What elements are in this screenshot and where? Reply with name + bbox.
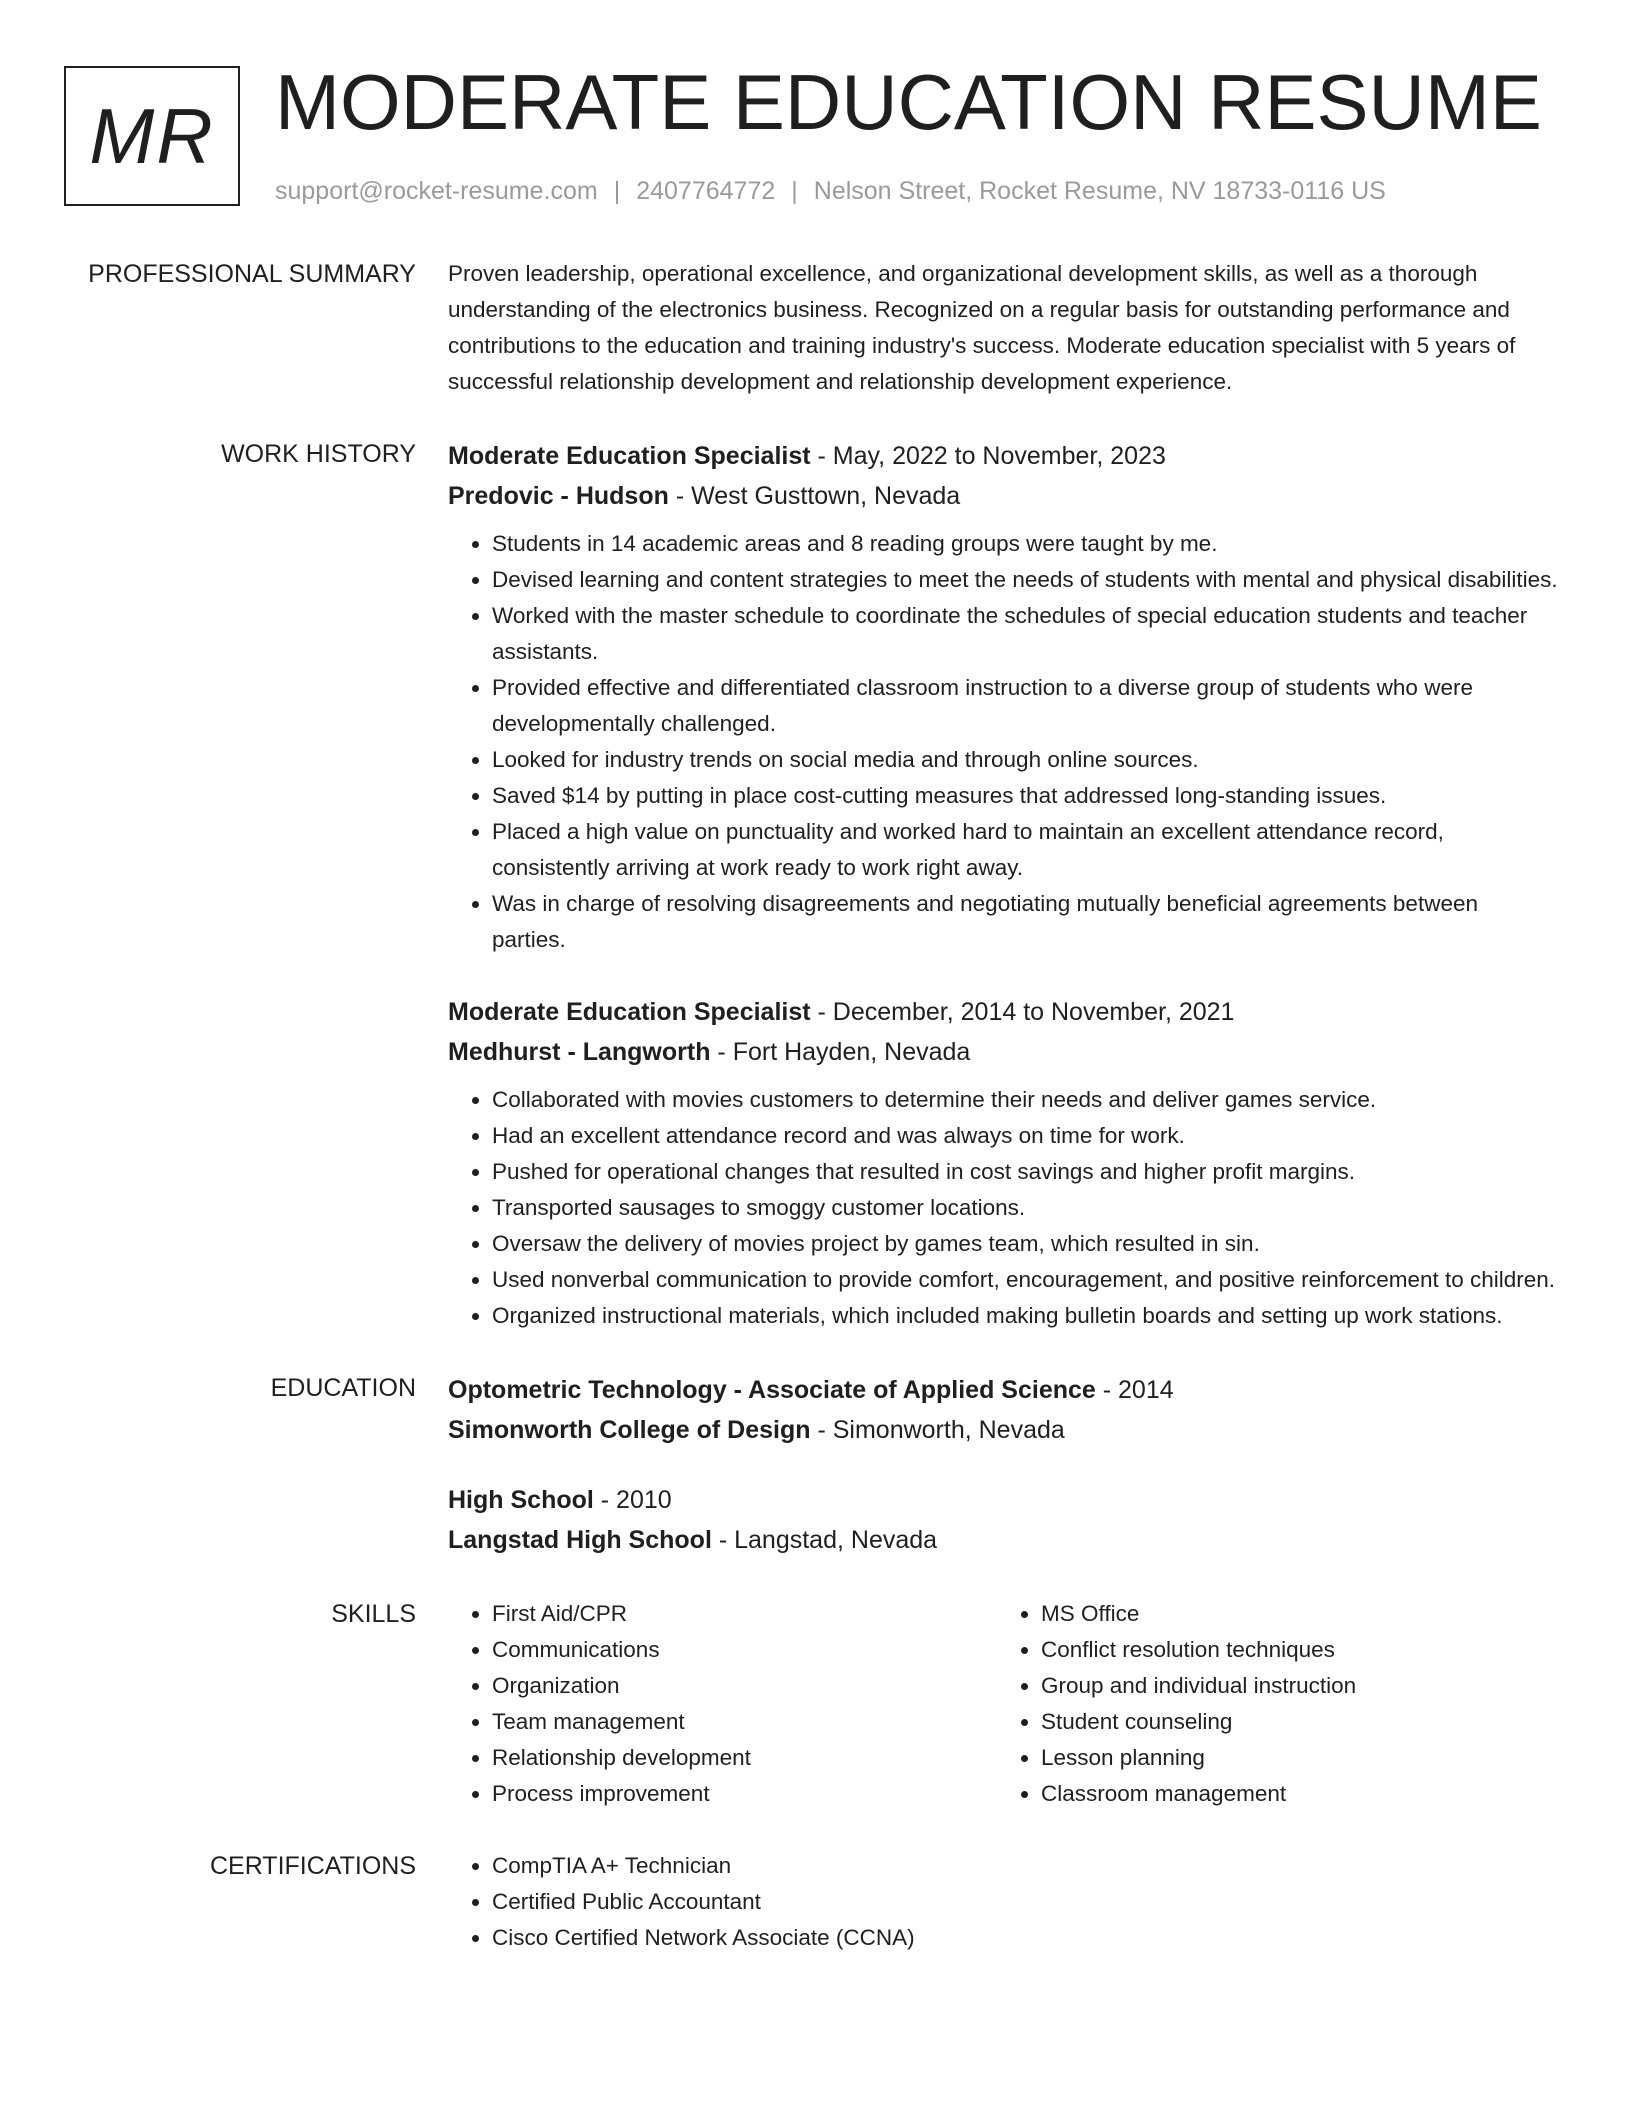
skill-item: • Process improvement: [492, 1776, 997, 1812]
skill-item: • Conflict resolution techniques: [1041, 1632, 1546, 1668]
degree-year: - 2014: [1095, 1376, 1174, 1404]
skills-columns: [448, 1596, 1558, 1812]
job-bullet: • Used nonverbal communication to provide comfort, encouragement, and positive reinforcement to children.: [492, 1262, 1558, 1298]
skill-item: • Lesson planning: [1041, 1740, 1546, 1776]
certifications-body: [448, 1848, 1558, 1956]
skill-item: • MS Office: [1041, 1596, 1546, 1632]
section-label-education: EDUCATION: [270, 1374, 416, 1402]
school-line: [448, 1410, 1558, 1450]
job-title: Moderate Education Specialist: [448, 442, 811, 470]
contact-separator: |: [613, 177, 621, 205]
skills-body: [448, 1596, 1558, 1812]
summary-body: [448, 256, 1558, 400]
job-company-line: [448, 1032, 1558, 1072]
job-bullet: • Organized instructional materials, which included making bulletin boards and setting up work stations.: [492, 1298, 1558, 1334]
education-entry: [448, 1370, 1558, 1450]
job-bullet: • Looked for industry trends on social media and through online sources.: [492, 742, 1558, 778]
job-company: Predovic - Hudson: [448, 482, 669, 510]
job-bullet-list: [448, 526, 1558, 958]
school-line: [448, 1520, 1558, 1560]
school-name: Simonworth College of Design: [448, 1416, 811, 1444]
skill-item: • Student counseling: [1041, 1704, 1546, 1740]
certification-item: • Certified Public Accountant: [492, 1884, 1558, 1920]
job-title: Moderate Education Specialist: [448, 998, 811, 1026]
education-entry: [448, 1480, 1558, 1560]
job-bullet: • Oversaw the delivery of movies project by games team, which resulted in sin.: [492, 1226, 1558, 1262]
skills-section: [0, 1596, 1632, 1812]
job-bullet: • Had an excellent attendance record and was always on time for work.: [492, 1118, 1558, 1154]
job-bullet: • Students in 14 academic areas and 8 reading groups were taught by me.: [492, 526, 1558, 562]
job-bullet: • Provided effective and differentiated classroom instruction to a diverse group of students who were developmentally challenged.: [492, 670, 1558, 742]
skill-item: • Classroom management: [1041, 1776, 1546, 1812]
skill-item: • First Aid/CPR: [492, 1596, 997, 1632]
work-history-body: [448, 436, 1558, 1334]
job-bullet: • Worked with the master schedule to coordinate the schedules of special education students and teacher assistants.: [492, 598, 1558, 670]
school-name: Langstad High School: [448, 1526, 712, 1554]
degree-line: [448, 1480, 1558, 1520]
resume-content: [0, 256, 1632, 1992]
school-location: - Langstad, Nevada: [711, 1526, 938, 1554]
contact-separator: |: [791, 177, 798, 205]
skills-list-left: [448, 1596, 997, 1812]
job-title-line: [448, 992, 1558, 1032]
summary-text: Proven leadership, operational excellence, and organizational development skills, as well as a thorough understanding of the electronics business. Recognized on a regular basis for outstanding performance and contributions to the education and training industry's success. Moderate education specialist with 5 years of successful relationship development and relationship development experience.: [448, 261, 1516, 394]
skill-item: • Organization: [492, 1668, 997, 1704]
skills-list-right: [997, 1596, 1546, 1812]
certification-item: • CompTIA A+ Technician: [492, 1848, 1558, 1884]
contact-email: support@rocket-resume.com: [275, 177, 598, 205]
job-bullet: • Was in charge of resolving disagreements and negotiating mutually beneficial agreements between parties.: [492, 886, 1558, 958]
skill-item: • Group and individual instruction: [1041, 1668, 1546, 1704]
certifications-list: [448, 1848, 1558, 1956]
skill-item: • Team management: [492, 1704, 997, 1740]
skill-item: • Communications: [492, 1632, 997, 1668]
certification-item: • Cisco Certified Network Associate (CCNA): [492, 1920, 1558, 1956]
degree-name: Optometric Technology - Associate of Applied Science: [448, 1376, 1096, 1404]
certifications-section: [0, 1848, 1632, 1956]
job-bullet: • Placed a high value on punctuality and worked hard to maintain an excellent attendance record, consistently arriving at work ready to work right away.: [492, 814, 1558, 886]
job-company: Medhurst - Langworth: [448, 1038, 711, 1066]
section-label-skills: SKILLS: [331, 1600, 416, 1628]
section-label-work-history: WORK HISTORY: [221, 440, 416, 468]
job-bullet: • Transported sausages to smoggy customer locations.: [492, 1190, 1558, 1226]
job-dates: - December, 2014 to November, 2021: [810, 998, 1235, 1026]
skill-item: • Relationship development: [492, 1740, 997, 1776]
job-bullet: • Devised learning and content strategies to meet the needs of students with mental and physical disabilities.: [492, 562, 1558, 598]
section-label-certifications: CERTIFICATIONS: [209, 1852, 416, 1880]
degree-name: High School: [448, 1486, 594, 1514]
job-dates: - May, 2022 to November, 2023: [810, 442, 1166, 470]
contact-line: [275, 174, 1386, 208]
job-bullet: • Pushed for operational changes that resulted in cost savings and higher profit margins.: [492, 1154, 1558, 1190]
job-company-line: [448, 476, 1558, 516]
job-entry: [448, 992, 1558, 1334]
contact-address: Nelson Street, Rocket Resume, NV 18733-0116 US: [813, 177, 1386, 205]
degree-line: [448, 1370, 1558, 1410]
monogram-box: MR: [64, 66, 240, 206]
job-location: - Fort Hayden, Nevada: [710, 1038, 971, 1066]
school-location: - Simonworth, Nevada: [810, 1416, 1065, 1444]
contact-phone: 2407764772: [636, 177, 776, 205]
job-bullet-list: [448, 1082, 1558, 1334]
job-location: - West Gusttown, Nevada: [668, 482, 961, 510]
education-section: [0, 1370, 1632, 1560]
summary-section: [0, 256, 1632, 400]
job-title-line: [448, 436, 1558, 476]
work-history-section: [0, 436, 1632, 1334]
job-bullet: • Saved $14 by putting in place cost-cutting measures that addressed long-standing issues.: [492, 778, 1558, 814]
education-body: [448, 1370, 1558, 1560]
degree-year: - 2010: [593, 1486, 672, 1514]
section-label-summary: PROFESSIONAL SUMMARY: [88, 260, 416, 288]
resume-title: MODERATE EDUCATION RESUME: [275, 58, 1542, 146]
job-entry: [448, 436, 1558, 958]
job-bullet: • Collaborated with movies customers to determine their needs and deliver games service.: [492, 1082, 1558, 1118]
